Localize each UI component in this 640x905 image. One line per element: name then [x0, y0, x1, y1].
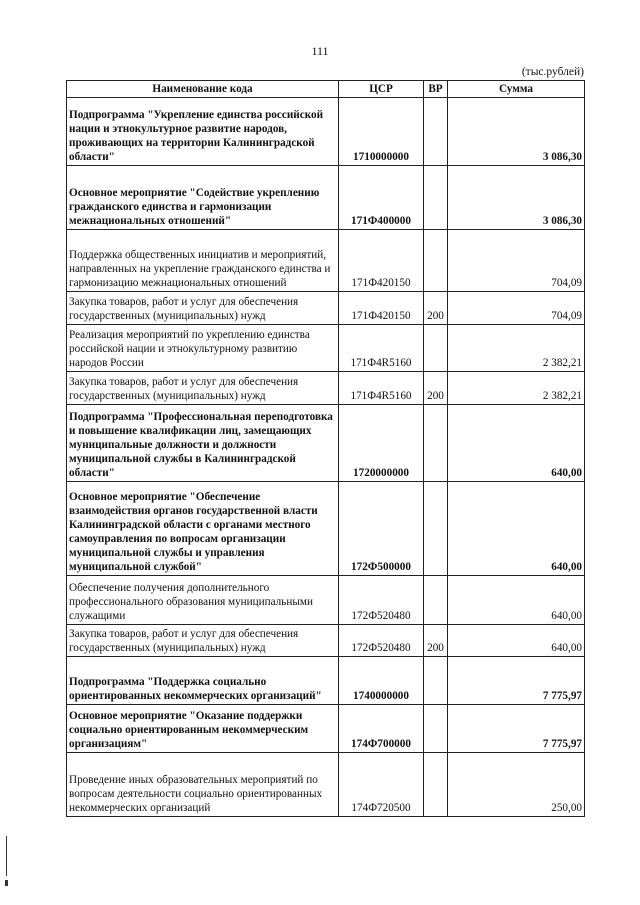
margin-mark [5, 880, 8, 886]
table-row [67, 705, 585, 753]
table-row [67, 325, 585, 372]
row-name: Закупка товаров, работ и услуг для обеспечения государственных (муниципальных) нужд [67, 625, 339, 657]
header-name: Наименование кода [67, 81, 339, 98]
row-vr [424, 98, 448, 166]
row-sum: 640,00 [448, 405, 585, 482]
table-row [67, 576, 585, 625]
table-row [67, 292, 585, 325]
header-vr: ВР [424, 81, 448, 98]
row-csr: 171Ф4R5160 [339, 372, 424, 405]
row-csr: 174Ф720500 [339, 753, 424, 817]
row-sum: 250,00 [448, 753, 585, 817]
row-csr: 172Ф520480 [339, 625, 424, 657]
header-sum: Сумма [448, 81, 585, 98]
table-header-row [67, 81, 585, 98]
row-vr: 200 [424, 292, 448, 325]
row-name: Подпрограмма "Поддержка социально ориентированных некоммерческих организаций" [67, 657, 339, 705]
margin-mark [6, 836, 7, 876]
row-vr [424, 705, 448, 753]
row-vr: 200 [424, 625, 448, 657]
table-row [67, 372, 585, 405]
row-vr [424, 166, 448, 230]
row-csr: 171Ф420150 [339, 292, 424, 325]
table-row [67, 753, 585, 817]
row-csr: 171Ф400000 [339, 166, 424, 230]
row-vr: 200 [424, 372, 448, 405]
row-csr: 171Ф420150 [339, 230, 424, 292]
table-row [67, 98, 585, 166]
page-number: 111 [311, 44, 329, 58]
row-name: Основное мероприятие "Обеспечение взаимодействия органов государственной власти Калининградской области с органами местного самоуправления по вопросам организации муниципальной службы и управления муниципальной службой" [67, 482, 339, 576]
row-vr [424, 657, 448, 705]
row-name: Основное мероприятие "Содействие укреплению гражданского единства и гармонизации межнациональных отношений" [67, 166, 339, 230]
row-name: Проведение иных образовательных мероприятий по вопросам деятельности социально ориентированных некоммерческих организаций [67, 753, 339, 817]
row-name: Основное мероприятие "Оказание поддержки социально ориентированным некоммерческим организациям" [67, 705, 339, 753]
row-sum: 7 775,97 [448, 705, 585, 753]
row-sum: 640,00 [448, 625, 585, 657]
row-sum: 2 382,21 [448, 372, 585, 405]
row-sum: 3 086,30 [448, 98, 585, 166]
row-name: Подпрограмма "Укрепление единства российской нации и этнокультурное развитие народов, проживающих на территории Калининградской области" [67, 98, 339, 166]
table-row [67, 657, 585, 705]
row-csr: 172Ф500000 [339, 482, 424, 576]
header-csr: ЦСР [339, 81, 424, 98]
row-csr: 1740000000 [339, 657, 424, 705]
table-row [67, 482, 585, 576]
row-vr [424, 482, 448, 576]
row-sum: 3 086,30 [448, 166, 585, 230]
row-csr: 171Ф4R5160 [339, 325, 424, 372]
row-vr [424, 325, 448, 372]
row-csr: 1710000000 [339, 98, 424, 166]
row-vr [424, 576, 448, 625]
row-name: Поддержка общественных инициатив и мероприятий, направленных на укрепление гражданского единства и гармонизацию межнациональных отношений [67, 230, 339, 292]
row-sum: 640,00 [448, 576, 585, 625]
table-row [67, 405, 585, 482]
row-vr [424, 753, 448, 817]
row-vr [424, 230, 448, 292]
row-sum: 2 382,21 [448, 325, 585, 372]
row-csr: 1720000000 [339, 405, 424, 482]
row-name: Реализация мероприятий по укреплению единства российской нации и этнокультурному развитию народов России [67, 325, 339, 372]
budget-table [66, 80, 585, 817]
row-name: Обеспечение получения дополнительного профессионального образования муниципальными служащими [67, 576, 339, 625]
row-sum: 640,00 [448, 482, 585, 576]
row-sum: 704,09 [448, 230, 585, 292]
table-row [67, 230, 585, 292]
row-name: Закупка товаров, работ и услуг для обеспечения государственных (муниципальных) нужд [67, 292, 339, 325]
table-row [67, 625, 585, 657]
table-row [67, 166, 585, 230]
row-name: Подпрограмма "Профессиональная переподготовка и повышение квалификации лиц, замещающих муниципальные должности и должности муниципальной службы в Калининградской области" [67, 405, 339, 482]
row-sum: 704,09 [448, 292, 585, 325]
row-vr [424, 405, 448, 482]
row-csr: 174Ф700000 [339, 705, 424, 753]
row-name: Закупка товаров, работ и услуг для обеспечения государственных (муниципальных) нужд [67, 372, 339, 405]
row-sum: 7 775,97 [448, 657, 585, 705]
row-csr: 172Ф520480 [339, 576, 424, 625]
units-label: (тыс.рублей) [521, 66, 584, 78]
